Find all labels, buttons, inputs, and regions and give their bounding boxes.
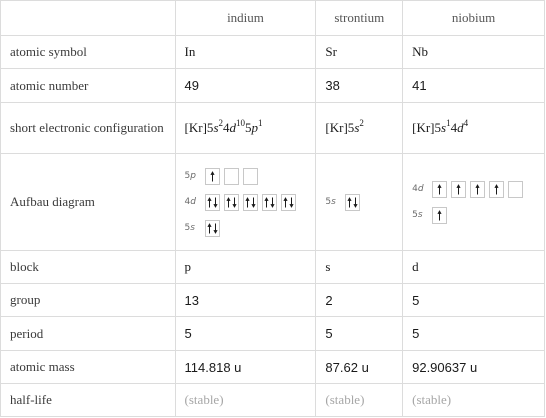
- orbital-row: [325, 192, 393, 212]
- cell-value: 13: [175, 284, 316, 317]
- row-label: half-life: [1, 384, 176, 417]
- row-label: Aufbau diagram: [1, 154, 176, 251]
- cell-value: 41: [403, 69, 545, 103]
- spin-down-arrow-icon: [213, 196, 218, 209]
- orbital-box: [281, 194, 296, 211]
- row-block: [1, 251, 545, 284]
- cell-value: 87.62 u: [316, 351, 403, 384]
- spin-down-arrow-icon: [251, 196, 256, 209]
- spin-up-arrow-icon: [475, 183, 480, 196]
- cell-value: 2: [316, 284, 403, 317]
- cell-value: Nb: [403, 36, 545, 69]
- spin-up-arrow-icon: [437, 183, 442, 196]
- spin-up-arrow-icon: [494, 183, 499, 196]
- row-label: atomic mass: [1, 351, 176, 384]
- config-niobium: $[Kr]5s^14d^4$: [403, 103, 545, 154]
- cell-value: 92.90637 u: [403, 351, 545, 384]
- orbital-box: [243, 168, 258, 185]
- orbital-box: [432, 181, 447, 198]
- cell-value: 49: [175, 69, 316, 103]
- spin-up-arrow-icon: [264, 196, 269, 209]
- config-strontium: $[Kr]5s^2$: [316, 103, 403, 154]
- row-label: short electronic configuration: [1, 103, 176, 154]
- spin-up-arrow-icon: [226, 196, 231, 209]
- spin-down-arrow-icon: [289, 196, 294, 209]
- cell-value: In: [175, 36, 316, 69]
- row-electron-config: [1, 103, 545, 154]
- config-indium: $[Kr]5s^24d^{10}5p^1$: [175, 103, 316, 154]
- spin-up-arrow-icon: [456, 183, 461, 196]
- aufbau-niobium: [403, 154, 545, 251]
- orbital-label: 5p: [184, 171, 196, 181]
- cell-value: 114.818 u: [175, 351, 316, 384]
- header-row: [1, 1, 545, 36]
- orbital-box: [205, 194, 220, 211]
- orbital-row: [185, 192, 307, 212]
- spin-up-arrow-icon: [210, 170, 215, 183]
- orbital-box: [451, 181, 466, 198]
- orbital-box: [224, 194, 239, 211]
- orbital-box: [205, 220, 220, 237]
- cell-value: 38: [316, 69, 403, 103]
- row-half-life: [1, 384, 545, 417]
- row-label: period: [1, 317, 176, 351]
- header-empty-cell: [1, 1, 176, 36]
- orbital-row: [185, 166, 307, 186]
- orbital-label: 5s: [184, 223, 195, 233]
- orbital-box: [262, 194, 277, 211]
- cell-value: (stable): [175, 384, 316, 417]
- orbital-row: [185, 218, 307, 238]
- row-label: group: [1, 284, 176, 317]
- cell-value: s: [316, 251, 403, 284]
- spin-down-arrow-icon: [270, 196, 275, 209]
- cell-value: 5: [403, 284, 545, 317]
- orbital-label: 4d: [184, 197, 196, 207]
- header-indium: indium: [175, 1, 316, 36]
- spin-up-arrow-icon: [245, 196, 250, 209]
- spin-down-arrow-icon: [232, 196, 237, 209]
- orbital-box: [224, 168, 239, 185]
- orbital-label: 5s: [412, 210, 423, 220]
- orbital-row: [412, 205, 535, 225]
- row-period: [1, 317, 545, 351]
- cell-value: (stable): [316, 384, 403, 417]
- spin-up-arrow-icon: [437, 209, 442, 222]
- cell-value: 5: [316, 317, 403, 351]
- spin-up-arrow-icon: [283, 196, 288, 209]
- row-label: block: [1, 251, 176, 284]
- row-label: atomic number: [1, 69, 176, 103]
- cell-value: Sr: [316, 36, 403, 69]
- spin-down-arrow-icon: [353, 196, 358, 209]
- cell-value: p: [175, 251, 316, 284]
- row-atomic-number: [1, 69, 545, 103]
- row-label: atomic symbol: [1, 36, 176, 69]
- orbital-row: [412, 179, 535, 199]
- cell-value: (stable): [403, 384, 545, 417]
- orbital-box: [243, 194, 258, 211]
- orbital-box: [432, 207, 447, 224]
- header-strontium: strontium: [316, 1, 403, 36]
- cell-value: 5: [403, 317, 545, 351]
- orbital-box: [205, 168, 220, 185]
- row-group: [1, 284, 545, 317]
- orbital-label: 5s: [325, 197, 336, 207]
- aufbau-indium: [175, 154, 316, 251]
- cell-value: 5: [175, 317, 316, 351]
- orbital-box: [508, 181, 523, 198]
- orbital-box: [470, 181, 485, 198]
- row-atomic-symbol: [1, 36, 545, 69]
- orbital-box: [345, 194, 360, 211]
- orbital-label: 4d: [412, 184, 424, 194]
- cell-value: d: [403, 251, 545, 284]
- spin-down-arrow-icon: [213, 222, 218, 235]
- row-atomic-mass: [1, 351, 545, 384]
- spin-up-arrow-icon: [347, 196, 352, 209]
- aufbau-strontium: [316, 154, 403, 251]
- row-aufbau: [1, 154, 545, 251]
- orbital-box: [489, 181, 504, 198]
- header-niobium: niobium: [403, 1, 545, 36]
- spin-up-arrow-icon: [207, 196, 212, 209]
- spin-up-arrow-icon: [207, 222, 212, 235]
